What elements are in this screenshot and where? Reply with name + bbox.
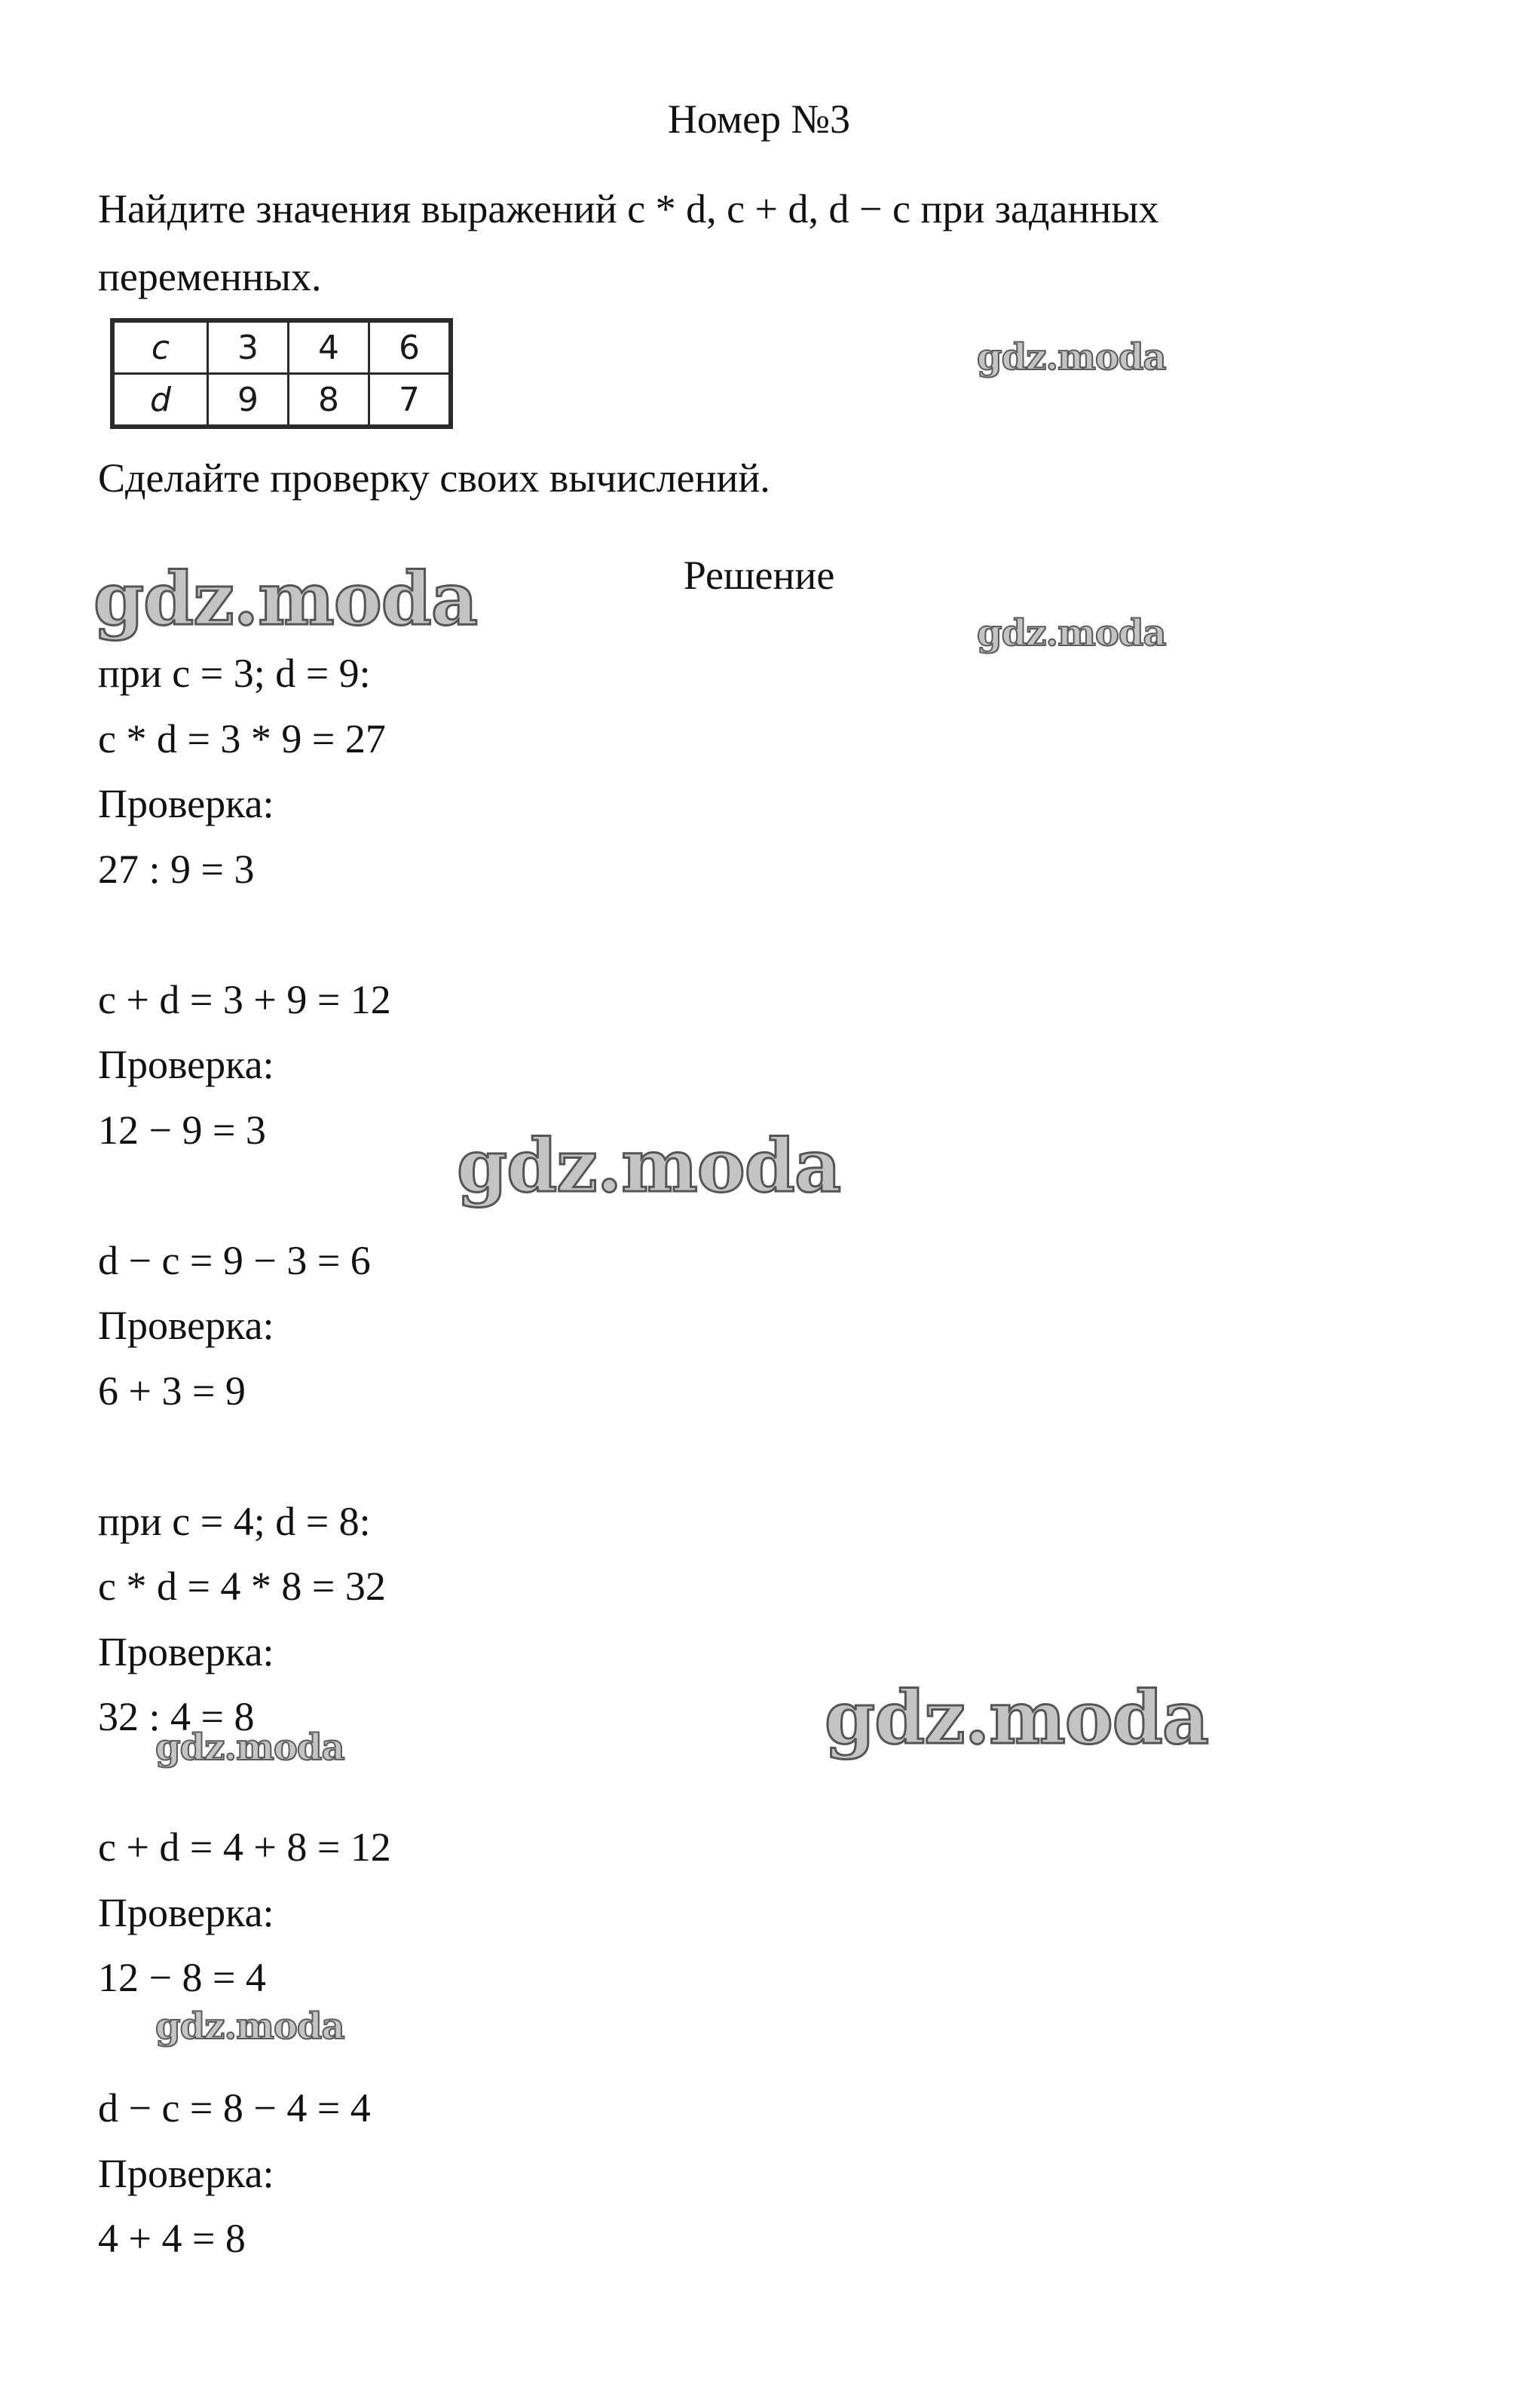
solution-line: при c = 3; d = 9:: [98, 651, 371, 696]
table-cell: 6: [369, 320, 451, 374]
watermark: gdz.moda: [155, 2005, 344, 2048]
table-cell: 4: [289, 320, 369, 374]
table-cell: 7: [369, 374, 451, 427]
solution-line: Проверка:: [98, 1303, 274, 1348]
solution-line: при c = 4; d = 8:: [98, 1498, 371, 1544]
solution-line: c * d = 4 * 8 = 32: [98, 1564, 386, 1609]
solution-line: 12 − 8 = 4: [98, 1955, 266, 2000]
table-cell: 9: [208, 374, 289, 427]
solution-spacer: [98, 1423, 391, 1489]
solution-line: Проверка:: [98, 1889, 274, 1935]
solution-line: d − c = 8 − 4 = 4: [98, 2085, 371, 2131]
solution-line: 27 : 9 = 3: [98, 846, 255, 892]
watermark: gdz.moda: [977, 612, 1166, 654]
check-instruction: Сделайте проверку своих вычислений.: [98, 455, 770, 501]
solution-title: Решение: [683, 553, 835, 598]
task-text-line-2: переменных.: [98, 254, 322, 299]
table-cell: c: [112, 320, 208, 374]
variables-table: [110, 318, 453, 429]
table-row-c: [112, 320, 451, 374]
task-text-line-1: Найдите значения выражений c * d, c + d, d − c при заданных: [98, 186, 1159, 231]
solution-spacer: [98, 1163, 391, 1228]
solution-line: d − c = 9 − 3 = 6: [98, 1237, 371, 1283]
solution-line: Проверка:: [98, 2150, 274, 2196]
watermark: gdz.moda: [93, 556, 478, 642]
watermark: gdz.moda: [457, 1123, 841, 1209]
solution-line: c * d = 3 * 9 = 27: [98, 715, 386, 761]
solution-line: 32 : 4 = 8: [98, 1694, 255, 1739]
watermark: gdz.moda: [155, 1726, 344, 1769]
task-statement: [98, 175, 1304, 311]
solution-line: 4 + 4 = 8: [98, 2216, 246, 2261]
watermark: gdz.moda: [825, 1675, 1209, 1760]
watermark: gdz.moda: [977, 336, 1166, 378]
table-cell: 3: [208, 320, 289, 374]
solution-line: c + d = 4 + 8 = 12: [98, 1824, 391, 1870]
solution-spacer: [98, 902, 391, 967]
solution-line: Проверка:: [98, 1042, 274, 1087]
solution-line: c + d = 3 + 9 = 12: [98, 976, 391, 1022]
table-cell: 8: [289, 374, 369, 427]
solution-line: 6 + 3 = 9: [98, 1368, 246, 1414]
solution-line: Проверка:: [98, 781, 274, 826]
solution-line: 12 − 9 = 3: [98, 1107, 266, 1153]
page-title: Номер №3: [667, 97, 851, 142]
table-cell: d: [112, 374, 208, 427]
table-row-d: [112, 374, 451, 427]
solution-line: Проверка:: [98, 1628, 274, 1674]
